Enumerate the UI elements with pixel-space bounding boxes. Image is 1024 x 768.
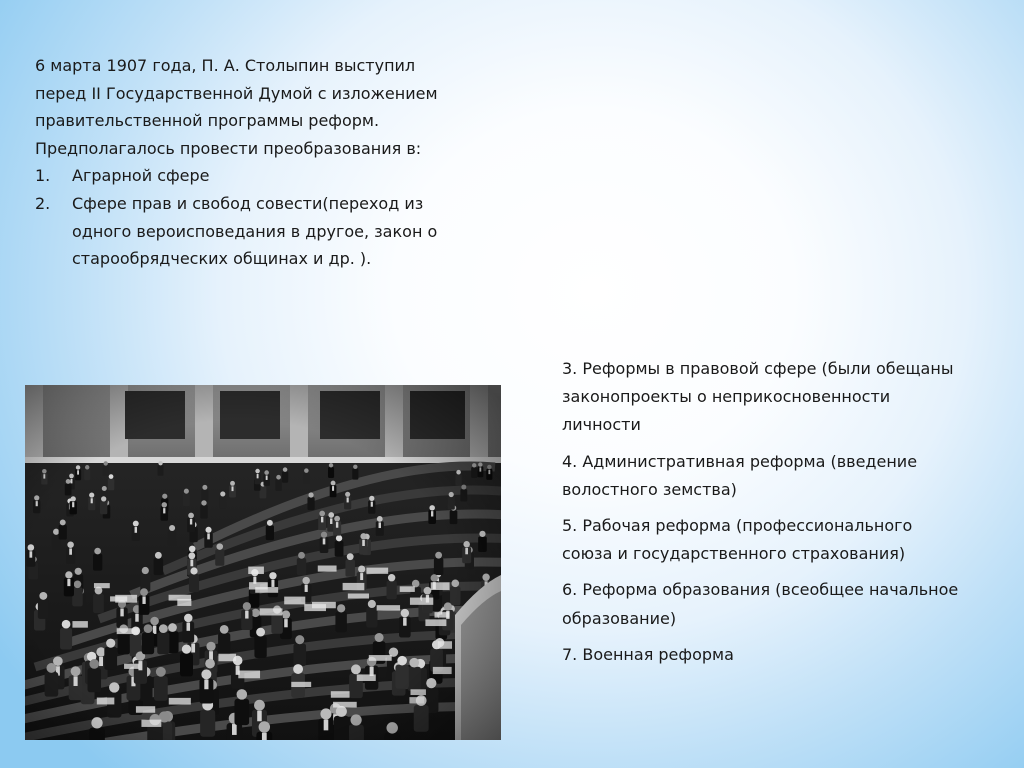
reform-list <box>35 162 495 272</box>
list-item-text <box>72 162 495 190</box>
intro-text-block <box>35 52 495 273</box>
reform-item-line: 3. Реформы в правовой сфере (были обещаны <box>562 359 954 378</box>
intro-line-1: 6 марта 1907 года, П. А. Столыпин выступил <box>35 56 416 75</box>
reform-item-4 <box>562 448 1012 504</box>
list-item-line: одного вероисповедания в другое, закон о <box>72 221 438 241</box>
reform-item-line: союза и государственного страхования) <box>562 544 906 564</box>
reforms-continued-block <box>562 355 1012 677</box>
reform-item-3 <box>562 355 1012 440</box>
list-item <box>35 190 495 273</box>
list-item-line: Сфере прав и свобод совести(переход из <box>72 193 424 213</box>
reform-item-line: законопроекты о неприкосновенности <box>562 387 891 407</box>
reform-item-line: 6. Реформа образования (всеобщее начальное <box>562 580 959 600</box>
reform-item-5 <box>562 512 1012 568</box>
reform-item-line: волостного земства) <box>562 479 737 499</box>
reform-item-line: 5. Рабочая реформа (профессионального <box>562 516 913 536</box>
duma-session-photo <box>25 385 501 740</box>
list-item-line: старообрядческих общинах и др. ). <box>72 249 372 269</box>
reform-item-6 <box>562 576 1012 632</box>
list-item <box>35 162 495 190</box>
list-item-line: Аграрной сфере <box>72 166 210 186</box>
reform-item-line: 4. Административная реформа (введение <box>562 451 918 471</box>
intro-line-4: Предполагалось провести преобразования в: <box>35 138 422 158</box>
reform-item-line: 7. Военная реформа <box>562 644 734 664</box>
reform-item-7 <box>562 641 1012 669</box>
intro-line-3: правительственной программы реформ. <box>35 111 380 131</box>
reform-item-line: личности <box>562 415 641 435</box>
list-item-number: 1. <box>35 166 51 186</box>
intro-line-2: перед II Государственной Думой с изложением <box>35 83 438 103</box>
duma-hall-image <box>25 385 501 740</box>
list-item-text <box>72 190 495 273</box>
list-item-number: 2. <box>35 193 51 213</box>
reform-item-line: образование) <box>562 608 677 628</box>
